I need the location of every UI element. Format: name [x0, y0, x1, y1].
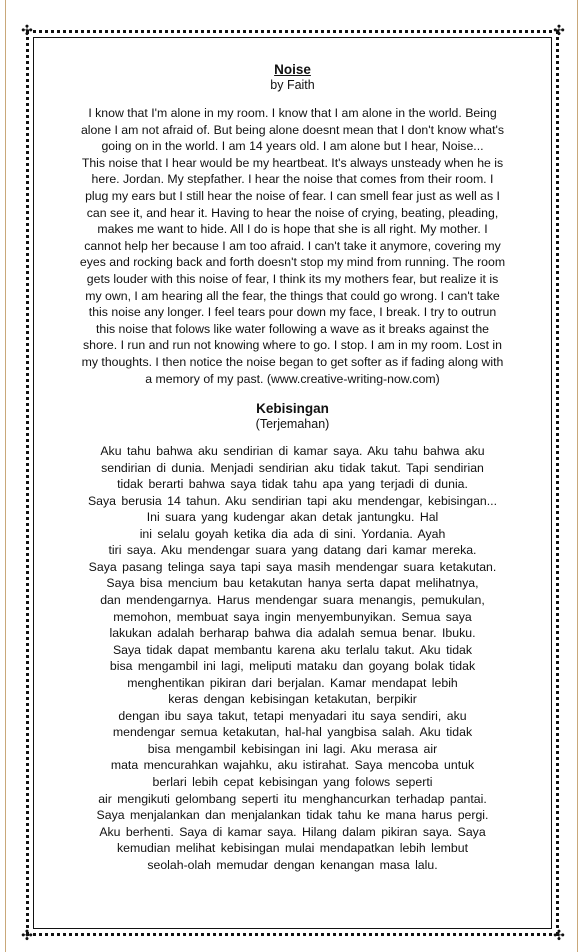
indonesian-title: Kebisingan: [256, 401, 329, 417]
english-line: going on in the world. I am 14 years old. I am alone but I hear, Noise...: [101, 139, 484, 154]
corner-ornament-icon: ✣: [553, 23, 565, 39]
indonesian-body: [40, 443, 545, 873]
indonesian-line: mata mencurahkan wajahku, aku istirahat. Saya mencoba untuk: [110, 758, 475, 773]
page-edge-right: [577, 0, 578, 952]
indonesian-line: seolah-olah memudar dengan kenangan masa lalu.: [147, 857, 438, 872]
indonesian-line: keras dengan kebisingan ketakutan, berpikir: [168, 692, 417, 707]
indonesian-line: lakukan adalah berharap bahwa dia adalah semua benar. Ibuku.: [109, 626, 476, 641]
indonesian-line: bisa mengambil ini lagi, meliputi mataku dan goyang bolak tidak: [109, 659, 476, 674]
indonesian-line: Saya menjalankan dan menjalankan tidak tahu ke mana harus pergi.: [96, 808, 489, 823]
indonesian-line: air mengikuti gelombang seperti itu menghancurkan terhadap pantai.: [98, 791, 487, 806]
corner-ornament-icon: ✣: [553, 928, 565, 944]
english-line: makes me want to hide. All I do is hope that she is all right. My mother. I: [97, 222, 488, 237]
indonesian-line: Saya berusia 14 tahun. Aku sendirian tapi aku mendengar, kebisingan...: [87, 493, 498, 508]
indonesian-line: Aku berhenti. Saya di kamar saya. Hilang dalam pikiran saya. Saya: [99, 824, 486, 839]
indonesian-line: Ini suara yang kudengar akan detak jantungku. Hal: [146, 510, 439, 525]
indonesian-line: tiri saya. Aku mendengar suara yang datang dari kamar mereka.: [108, 543, 477, 558]
english-line: alone I am not afraid of. But being alone doesnt mean that I don't know what's: [80, 122, 505, 137]
english-line: shore. I run and run not knowing where to go. I stop. I am in my room. Lost in: [83, 338, 502, 353]
indonesian-line: menghentikan pikiran dari berjalan. Kamar mendapat lebih: [127, 675, 458, 690]
english-line: This noise that I hear would be my heartbeat. It's always unsteady when he is: [81, 155, 504, 170]
indonesian-subtitle: (Terjemahan): [255, 417, 330, 432]
english-line: plug my ears but I still hear the noise of fear. I can smell fear just as well as I: [85, 188, 500, 203]
indonesian-line: tidak berarti bahwa saya tidak tahu apa yang terjadi di dunia.: [117, 477, 468, 492]
indonesian-line: Saya tidak dapat membantu karena aku terlalu takut. Aku tidak: [112, 642, 473, 657]
indonesian-line: memohon, membuat saya ingin menyembunyikan. Semua saya: [113, 609, 472, 624]
corner-ornament-icon: ✣: [21, 23, 33, 39]
indonesian-line: dan mendengarnya. Harus mendengar suara menangis, pemukulan,: [100, 593, 485, 608]
indonesian-line: dengan ibu saya takut, tetapi menyadari itu saya sendiri, aku: [118, 708, 467, 723]
indonesian-line: sendirian di dunia. Menjadi sendirian aku tidak takut. Tapi sendirian: [101, 460, 484, 475]
english-line: my thoughts. I then notice the noise began to get softer as if fading along with: [81, 354, 504, 369]
english-line: can see it, and hear it. Having to hear the noise of crying, beating, pleading,: [86, 205, 499, 220]
indonesian-line: Saya bisa mencium bau ketakutan hanya serta dapat melihatnya,: [106, 576, 479, 591]
page-edge-left: [5, 0, 6, 952]
indonesian-line: bisa mengambil kebisingan ini lagi. Aku merasa air: [147, 741, 438, 756]
indonesian-line: Saya pasang telinga saya tapi saya masih mendengar suara ketakutan.: [88, 559, 497, 574]
english-title: Noise: [274, 62, 311, 77]
indonesian-line: mendengar semua ketakutan, hal-hal yangbisa salah. Aku tidak: [112, 725, 473, 740]
english-line: my own, I am hearing all the fear, the things that could go wrong. I can't take: [85, 288, 500, 303]
corner-ornament-icon: ✣: [21, 928, 33, 944]
english-line: this noise that folows like water following a wave as it breaks against the: [95, 321, 490, 336]
english-line: gets louder with this noise of fear, I think its my mothers fear, but realize it is: [86, 271, 499, 286]
indonesian-line: Aku tahu bahwa aku sendirian di kamar saya. Aku tahu bahwa aku: [100, 444, 485, 459]
english-line: eyes and rocking back and forth doesn't stop my mind from running. The room: [79, 255, 506, 270]
indonesian-line: ini selalu goyah ketika dia ada di sini. Yordania. Ayah: [139, 526, 446, 541]
english-line: cannot help her because I am too afraid. I can't take it anymore, covering my: [84, 238, 501, 253]
english-line: here. Jordan. My stepfather. I hear the noise that comes from their room. I: [91, 172, 494, 187]
english-body: [40, 105, 545, 387]
indonesian-line: berlari lebih cepat kebisingan yang folows seperti: [152, 775, 433, 790]
english-line: I know that I'm alone in my room. I know that I am alone in the world. Being: [88, 106, 497, 120]
english-line: this noise any longer. I feel tears pour down my face, I break. I try to outrun: [88, 305, 497, 320]
english-byline: by Faith: [270, 78, 315, 92]
indonesian-line: kemudian melihat kebisingan mulai mendapatkan lebih lembut: [116, 841, 469, 856]
poem-content: [40, 60, 545, 873]
english-line: a memory of my past. (www.creative-writing-now.com): [145, 371, 440, 386]
